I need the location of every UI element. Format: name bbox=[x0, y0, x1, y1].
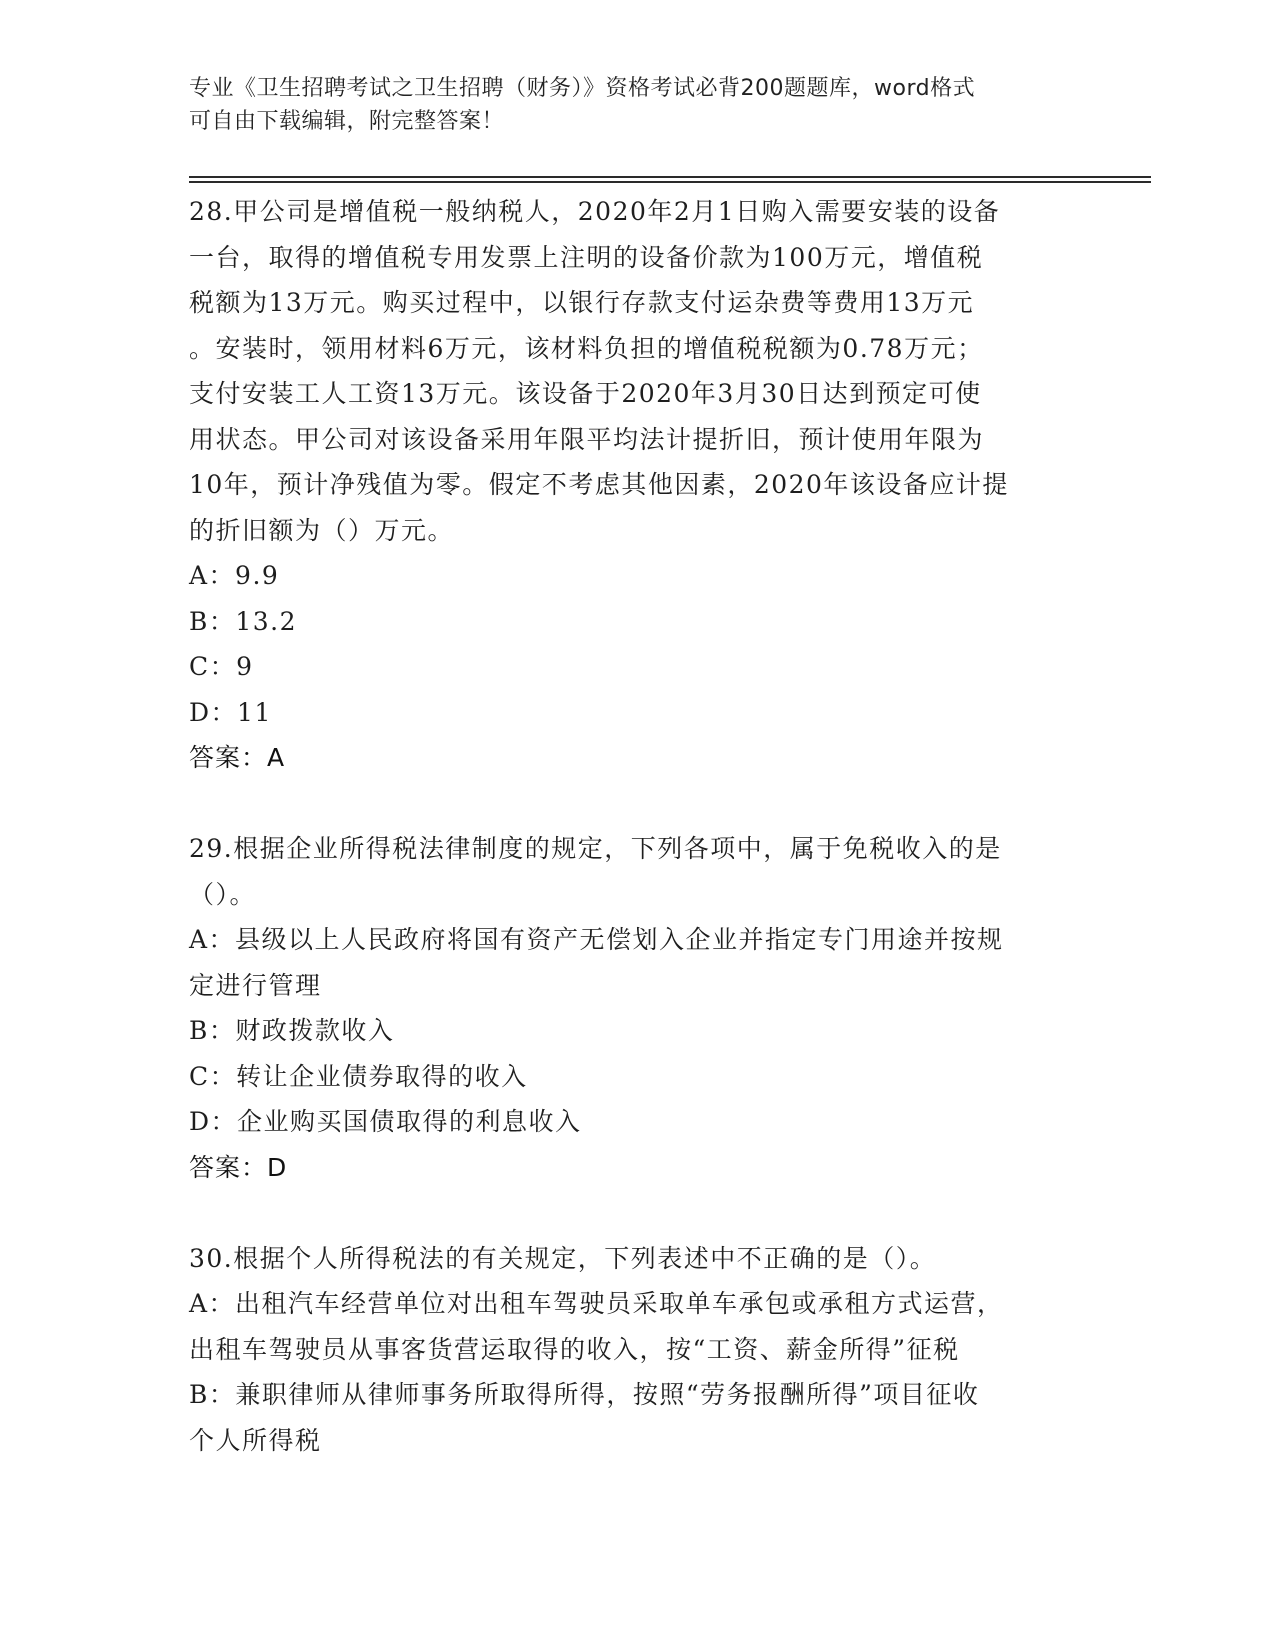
stem-line: 。安装时，领用材料6万元，该材料负担的增值税税额为0.78万元； bbox=[189, 333, 984, 363]
header-divider-top bbox=[189, 176, 1151, 178]
option-text: C：转让企业债券取得的收入 bbox=[189, 1061, 528, 1091]
stem-line: 10年，预计净残值为零。假定不考虑其他因素，2020年该设备应计提 bbox=[189, 470, 1009, 499]
stem-line: 一台，取得的增值税专用发票上注明的设备价款为100万元，增值税 bbox=[189, 242, 984, 272]
question-stem bbox=[189, 189, 1069, 553]
option-text: 出租车驾驶员从事客货营运取得的收入，按“工资、薪金所得”征税 bbox=[189, 1334, 960, 1364]
stem-line: 税额为13万元。购买过程中，以银行存款支付运杂费等费用13万元 bbox=[189, 288, 975, 317]
option-text: B：13.2 bbox=[189, 606, 298, 636]
header-line-1: 专业《卫生招聘考试之卫生招聘（财务）》资格考试必背200题题库，word格式 bbox=[189, 76, 976, 101]
option-text: A：县级以上人民政府将国有资产无偿划入企业并指定专门用途并按规 bbox=[189, 925, 1004, 954]
stem-line: 29.根据企业所得税法律制度的规定，下列各项中，属于免税收入的是 bbox=[189, 834, 1002, 863]
option-b bbox=[189, 1372, 1069, 1463]
option-d bbox=[189, 1099, 1069, 1145]
option-a bbox=[189, 1281, 1069, 1372]
option-c bbox=[189, 1054, 1069, 1100]
stem-line: 28.甲公司是增值税一般纳税人，2020年2月1日购入需要安装的设备 bbox=[189, 197, 1001, 226]
question-stem bbox=[189, 826, 1069, 917]
stem-line: 30.根据个人所得税法的有关规定，下列表述中不正确的是（）。 bbox=[189, 1243, 937, 1273]
answer-line: 答案：D bbox=[189, 1152, 288, 1182]
option-text: A：9.9 bbox=[189, 561, 280, 590]
stem-line: 用状态。甲公司对该设备采用年限平均法计提折旧，预计使用年限为 bbox=[189, 424, 985, 454]
stem-line: 支付安装工人工资13万元。该设备于2020年3月30日达到预定可使 bbox=[189, 379, 982, 408]
option-text: C：9 bbox=[189, 652, 254, 681]
option-d bbox=[189, 690, 1069, 736]
option-text: D：11 bbox=[189, 697, 272, 727]
option-b bbox=[189, 1008, 1069, 1054]
question-29 bbox=[189, 826, 1069, 1190]
option-text: 个人所得税 bbox=[189, 1425, 322, 1455]
header-line-2: 可自由下载编辑，附完整答案！ bbox=[189, 109, 505, 134]
option-text: 定进行管理 bbox=[189, 970, 322, 1000]
option-text: B：财政拨款收入 bbox=[189, 1016, 395, 1045]
option-a bbox=[189, 553, 1069, 599]
stem-line: （）。 bbox=[189, 879, 257, 909]
header-divider-bottom bbox=[189, 181, 1151, 183]
option-c bbox=[189, 644, 1069, 690]
question-spacer bbox=[189, 1190, 1069, 1236]
page-header bbox=[189, 72, 1089, 138]
answer-line: 答案：A bbox=[189, 743, 286, 772]
question-30 bbox=[189, 1236, 1069, 1464]
question-list bbox=[189, 189, 1069, 1463]
question-stem bbox=[189, 1236, 1069, 1282]
option-text: A：出租汽车经营单位对出租车驾驶员采取单车承包或承租方式运营， bbox=[189, 1289, 1004, 1318]
option-text: D：企业购买国债取得的利息收入 bbox=[189, 1107, 582, 1136]
stem-line: 的折旧额为（）万元。 bbox=[189, 515, 455, 545]
question-28 bbox=[189, 189, 1069, 781]
option-text: B：兼职律师从律师事务所取得所得，按照“劳务报酬所得”项目征收 bbox=[189, 1380, 980, 1409]
option-a bbox=[189, 917, 1069, 1008]
question-spacer bbox=[189, 781, 1069, 827]
option-b bbox=[189, 599, 1069, 645]
